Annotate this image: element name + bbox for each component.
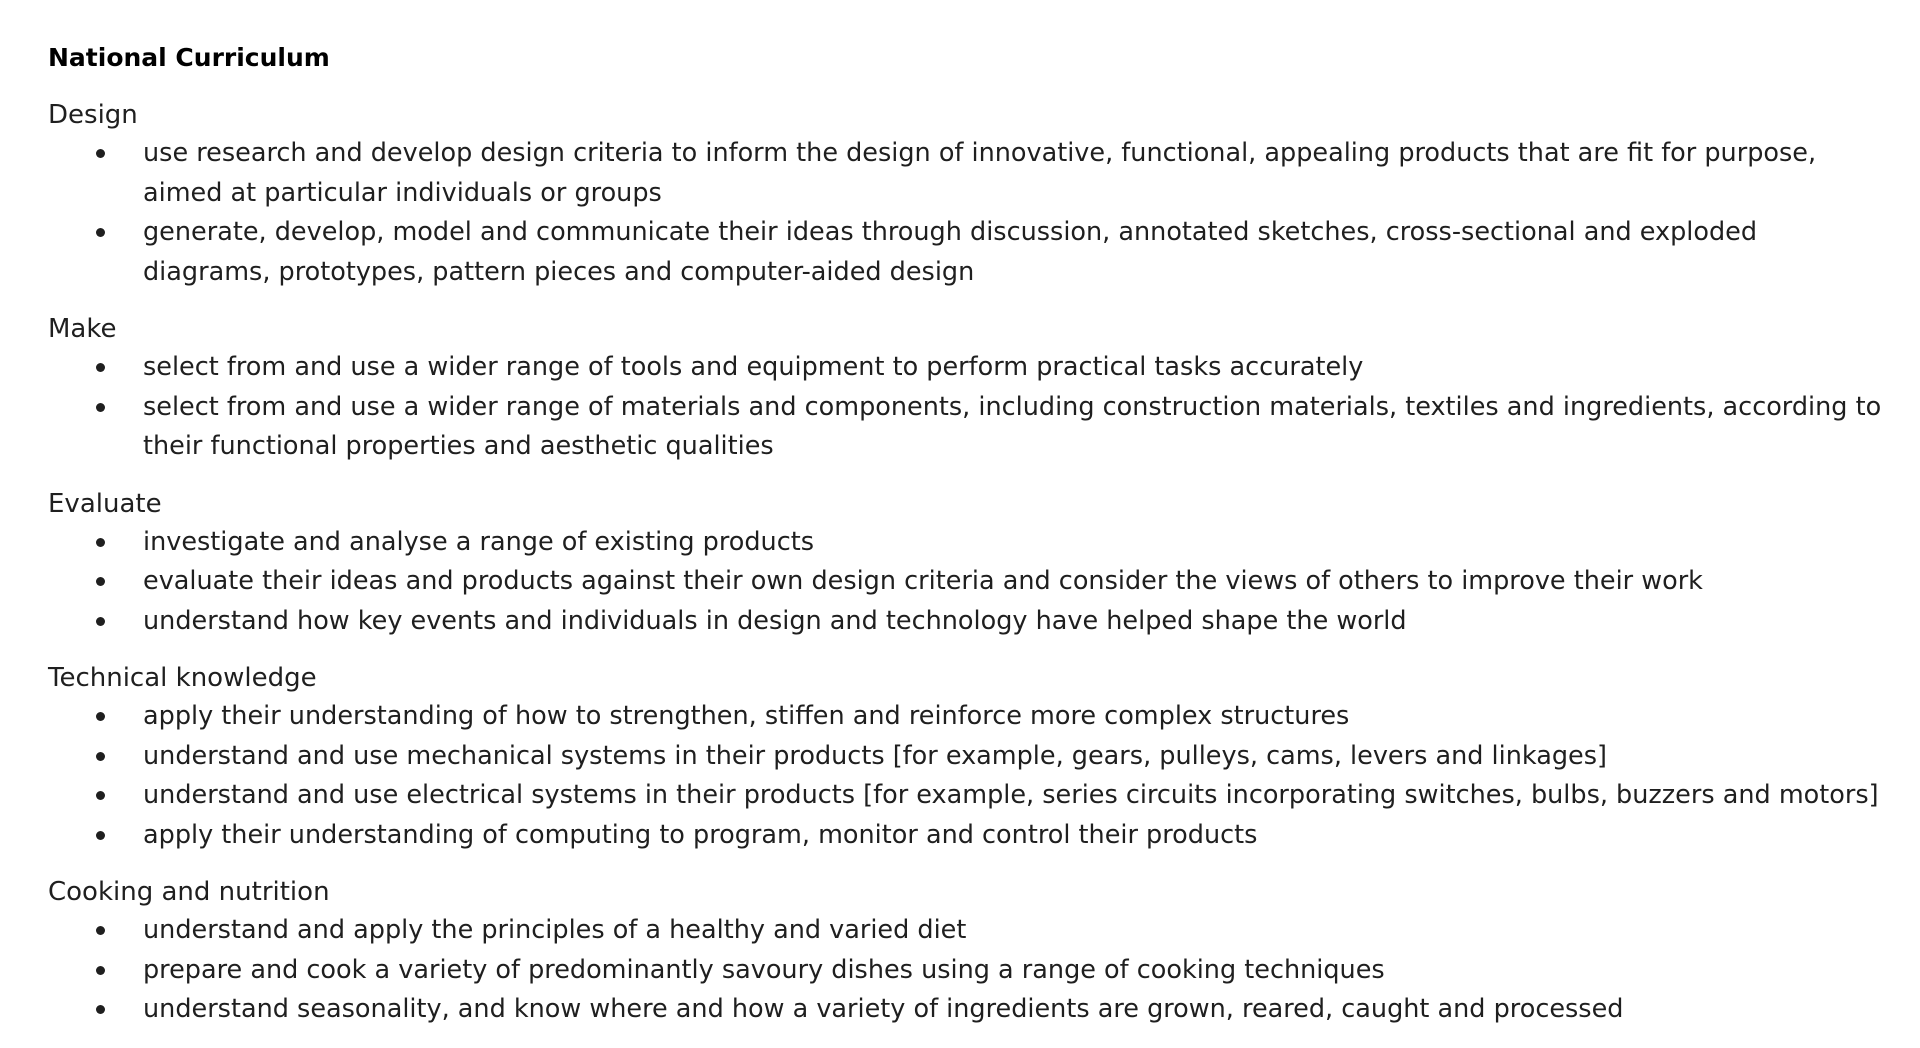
list-item (48, 911, 1888, 951)
section-technical-knowledge (48, 659, 1888, 855)
list-item (48, 951, 1888, 991)
section-heading: Make (48, 314, 117, 344)
document-title: National Curriculum (48, 43, 330, 72)
list-item (48, 388, 1888, 467)
bullet-icon (96, 926, 105, 935)
list-item-text: use research and develop design criteria to inform the design of innovative, functional, appealing products that are fit for purpose, aimed at particular individuals or groups (143, 138, 1817, 208)
list-item (48, 348, 1888, 388)
section-cooking-and-nutrition (48, 873, 1888, 1030)
list-item-text: understand and apply the principles of a healthy and varied diet (143, 915, 967, 945)
list-item (48, 816, 1888, 856)
bullet-icon (96, 617, 105, 626)
section-heading: Design (48, 100, 138, 130)
bullet-icon (96, 1005, 105, 1014)
bullet-icon (96, 538, 105, 547)
list-item-text: understand seasonality, and know where and how a variety of ingredients are grown, reared, caught and processed (143, 994, 1624, 1024)
bullet-icon (96, 403, 105, 412)
bullet-icon (96, 228, 105, 237)
document-page (48, 40, 1888, 1048)
bullet-list (48, 523, 1888, 642)
list-item-text: select from and use a wider range of materials and components, including construction materials, textiles and ingredients, according to their functional properties and aesthetic qualities (143, 391, 1882, 461)
bullet-icon (96, 363, 105, 372)
section-heading: Technical knowledge (48, 663, 317, 693)
list-item (48, 523, 1888, 563)
bullet-list (48, 134, 1888, 292)
bullet-icon (96, 831, 105, 840)
bullet-icon (96, 966, 105, 975)
list-item-text: select from and use a wider range of tools and equipment to perform practical tasks accurately (143, 352, 1364, 382)
list-item (48, 990, 1888, 1030)
section-design (48, 96, 1888, 292)
bullet-icon (96, 791, 105, 800)
bullet-icon (96, 712, 105, 721)
list-item-text: understand and use electrical systems in their products [for example, series circuits incorporating switches, bulbs, buzzers and motors] (143, 780, 1879, 810)
list-item-text: understand how key events and individuals in design and technology have helped shape the world (143, 605, 1407, 636)
list-item-text: evaluate their ideas and products against their own design criteria and consider the views of others to improve their work (143, 566, 1703, 596)
list-item-text: apply their understanding of computing to program, monitor and control their products (143, 819, 1258, 850)
list-item (48, 737, 1888, 777)
list-item-text: prepare and cook a variety of predominantly savoury dishes using a range of cooking techniques (143, 954, 1385, 985)
bullet-list (48, 911, 1888, 1030)
bullet-icon (96, 752, 105, 761)
list-item (48, 213, 1888, 292)
list-item (48, 697, 1888, 737)
bullet-icon (96, 577, 105, 586)
list-item-text: generate, develop, model and communicate their ideas through discussion, annotated sketches, cross-sectional and exploded diagrams, prototypes, pattern pieces and computer-aided design (143, 217, 1758, 287)
list-item (48, 562, 1888, 602)
section-evaluate (48, 485, 1888, 642)
section-make (48, 310, 1888, 467)
list-item-text: apply their understanding of how to strengthen, stiffen and reinforce more complex structures (143, 701, 1350, 731)
bullet-list (48, 348, 1888, 467)
list-item-text: understand and use mechanical systems in their products [for example, gears, pulleys, cams, levers and linkages] (143, 740, 1607, 771)
list-item (48, 776, 1888, 816)
list-item (48, 134, 1888, 213)
section-heading: Evaluate (48, 488, 162, 519)
bullet-icon (96, 149, 105, 158)
list-item (48, 602, 1888, 642)
section-heading: Cooking and nutrition (48, 877, 330, 907)
bullet-list (48, 697, 1888, 855)
list-item-text: investigate and analyse a range of existing products (143, 526, 815, 557)
